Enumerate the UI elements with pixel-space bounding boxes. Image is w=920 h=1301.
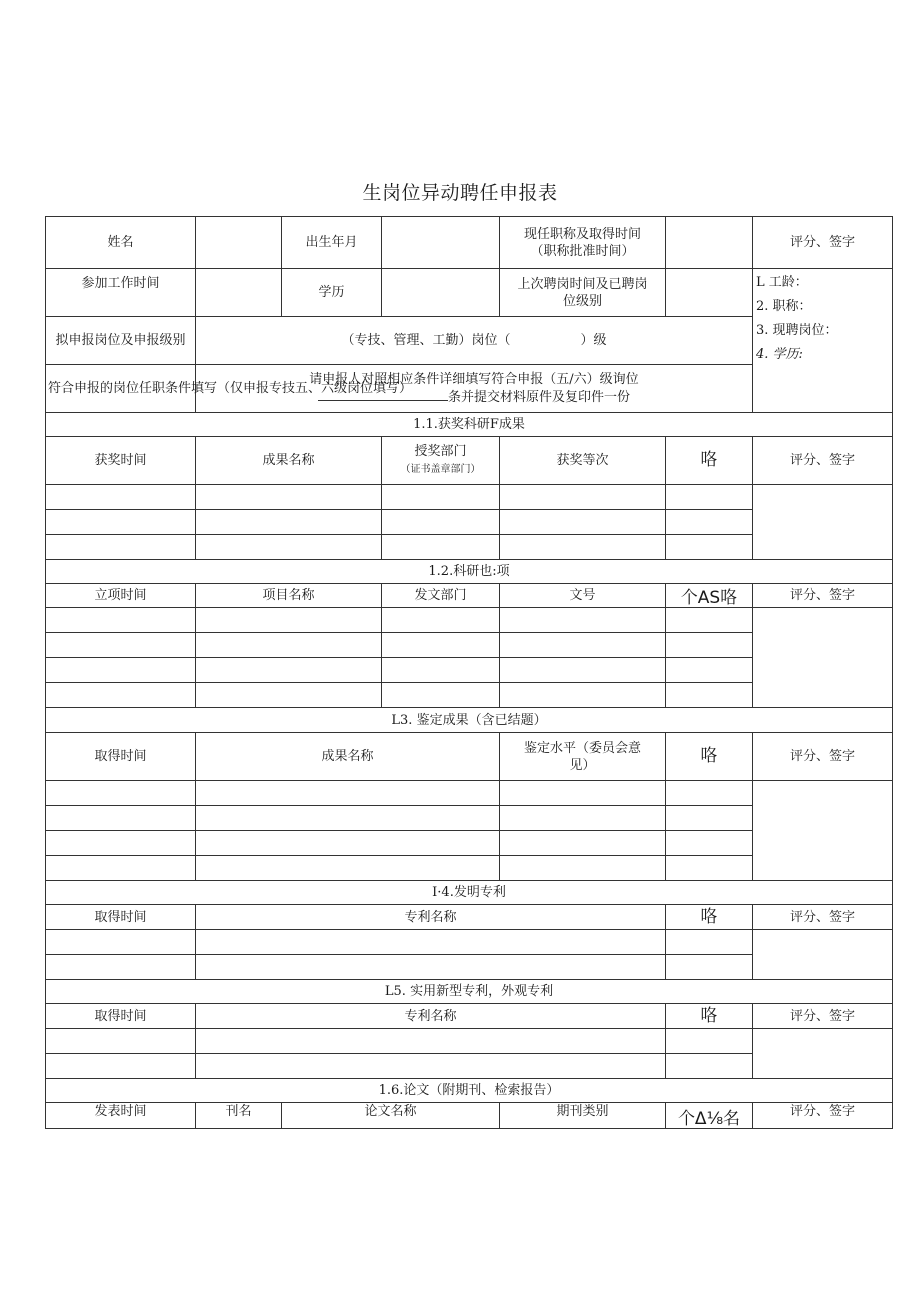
section-5-header-row (46, 1004, 893, 1029)
education-label: 学历 (282, 269, 382, 317)
birth-field[interactable] (382, 217, 500, 269)
s5-header-rank: 咯 (666, 1004, 753, 1029)
section-6-title: 1.6.论文（附期刊、检索报告） (46, 1079, 893, 1103)
s2-header-dept: 发文部门 (382, 584, 500, 608)
s2-header-time: 立项时间 (46, 584, 196, 608)
s4-header-score: 评分、签字 (753, 905, 893, 930)
s3-header-rank: 咯 (666, 733, 753, 781)
s5-header-time: 取得时间 (46, 1004, 196, 1029)
s1-header-rank: 咯 (666, 437, 753, 485)
current-title-label (500, 217, 666, 269)
s1-score-cell[interactable] (753, 485, 893, 560)
score-sign-header: 评分、签字 (753, 217, 893, 269)
birth-label: 出生年月 (282, 217, 382, 269)
section-1-title: 1.1.获奖科研F成果 (46, 413, 893, 437)
apply-post-field[interactable] (196, 317, 753, 365)
s1-header-score: 评分、签字 (753, 437, 893, 485)
s3-header-time: 取得时间 (46, 733, 196, 781)
s4-header-time: 取得时间 (46, 905, 196, 930)
s6-header-type: 期刊类别 (500, 1103, 666, 1129)
s6-header-time: 发表时间 (46, 1103, 196, 1129)
current-title-field[interactable] (666, 217, 753, 269)
s2-header-doc: 文号 (500, 584, 666, 608)
s2-header-name: 项目名称 (196, 584, 382, 608)
conditions-line1: 请申报人对照相应条件详细填写符合申报（五/六）级询位 (309, 372, 639, 387)
name-label: 姓名 (46, 217, 196, 269)
section-4-title-row (46, 881, 893, 905)
table-row (46, 1029, 893, 1054)
s6-header-rank: 个Δ⅛名 (666, 1103, 753, 1129)
conditions-blank[interactable] (318, 388, 448, 401)
apply-post-label: 拟申报岗位及申报级别 (46, 317, 196, 365)
score-items-cell (753, 269, 893, 413)
s3-header-score: 评分、签字 (753, 733, 893, 781)
table-row (46, 608, 893, 633)
table-row (46, 930, 893, 955)
section-6-header-row (46, 1103, 893, 1129)
s4-header-name: 专利名称 (196, 905, 666, 930)
s6-header-journal: 刊名 (196, 1103, 282, 1129)
s1-header-dept (382, 437, 500, 485)
section-3-title: L3. 鉴定成果（含已结题） (46, 708, 893, 733)
section-1-header-row (46, 437, 893, 485)
s5-header-score: 评分、签字 (753, 1004, 893, 1029)
s1-header-dept-sub: （证书盖章部门） (400, 464, 481, 475)
name-field[interactable] (196, 217, 282, 269)
table-row (46, 485, 893, 510)
page-title: 生岗位异动聘任申报表 (362, 182, 558, 204)
s3-header-level-line2: 见） (569, 757, 596, 773)
s3-header-level (500, 733, 666, 781)
score-item-seniority: L 工龄： (756, 275, 808, 290)
section-6-title-row (46, 1079, 893, 1103)
conditions-label: 符合申报的岗位任职条件填写（仅申报专技五、六级岗位填写） (46, 365, 196, 413)
work-start-label: 参加工作时间 (46, 269, 196, 317)
s1-header-dept-text: 授奖部门 (414, 444, 467, 459)
section-4-title: I·4.发明专利 (46, 881, 893, 905)
s1-header-time: 获奖时间 (46, 437, 196, 485)
application-form-table (45, 216, 893, 1129)
section-2-header-row (46, 584, 893, 608)
s2-header-rank: 个AS咯 (666, 584, 753, 608)
s4-score-cell[interactable] (753, 930, 893, 980)
conditions-line2: 条并提交材料原件及复印件一份 (447, 390, 630, 405)
section-3-header-row (46, 733, 893, 781)
s3-header-name: 成果名称 (196, 733, 500, 781)
work-start-field[interactable] (196, 269, 282, 317)
apply-post-text-a: （专技、管理、工勤）岗位（ (341, 333, 511, 348)
s3-score-cell[interactable] (753, 781, 893, 881)
last-post-line2: 位级别 (562, 293, 602, 309)
section-2-title: 1.2.科研也:项 (46, 560, 893, 584)
s3-header-level-line1: 鉴定水平（委员会意 (523, 740, 641, 756)
score-item-education: 4. 学历: (756, 347, 803, 362)
s1-header-level: 获奖等次 (500, 437, 666, 485)
basic-row-1 (46, 217, 893, 269)
s5-score-cell[interactable] (753, 1029, 893, 1079)
section-5-title: L5. 实用新型专利，外观专利 (46, 980, 893, 1004)
s5-header-name: 专利名称 (196, 1004, 666, 1029)
section-4-header-row (46, 905, 893, 930)
s2-score-cell[interactable] (753, 608, 893, 708)
last-post-line1: 上次聘岗时间及已聘岗 (517, 276, 648, 292)
education-field[interactable] (382, 269, 500, 317)
score-item-title: 2. 职称： (756, 299, 812, 314)
section-2-title-row (46, 560, 893, 584)
table-row (46, 781, 893, 806)
last-post-label (500, 269, 666, 317)
s1-header-name: 成果名称 (196, 437, 382, 485)
s4-header-rank: 咯 (666, 905, 753, 930)
last-post-field[interactable] (666, 269, 753, 317)
current-title-line2: （职称批准时间） (530, 243, 635, 259)
s6-header-paper: 论文名称 (282, 1103, 500, 1129)
section-3-title-row (46, 708, 893, 733)
section-1-title-row (46, 413, 893, 437)
score-item-current-post: 3. 现聘岗位： (756, 323, 838, 338)
current-title-line1: 现任职称及取得时间 (523, 226, 641, 242)
apply-post-text-b: ）级 (580, 333, 607, 348)
s6-header-score: 评分、签字 (753, 1103, 893, 1129)
section-5-title-row (46, 980, 893, 1004)
basic-row-2 (46, 269, 893, 317)
s2-header-score: 评分、签字 (753, 584, 893, 608)
